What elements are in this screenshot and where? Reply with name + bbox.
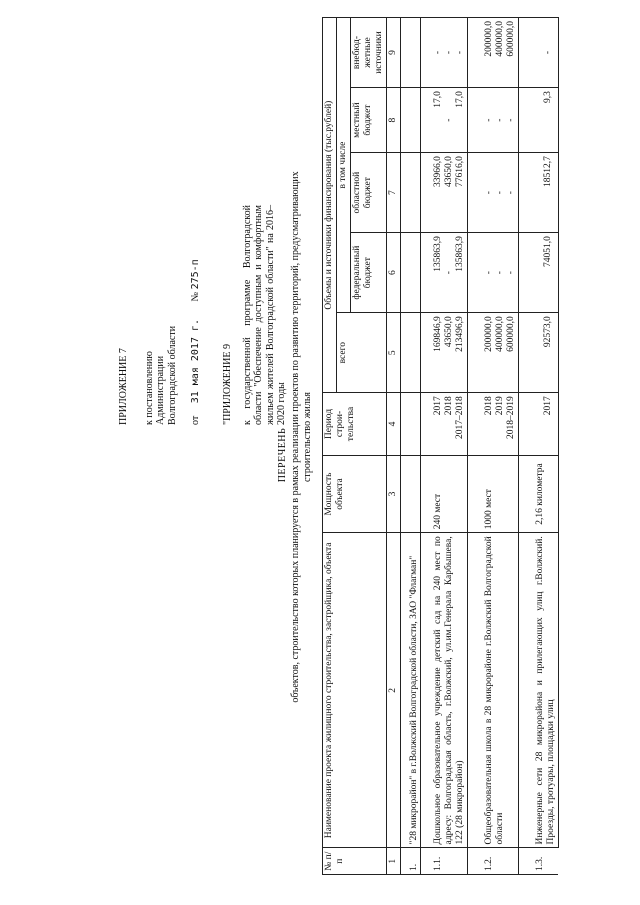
row-name: "28 микрорайон" в г.Волжский Волгоградской области, ЗАО "Флагман" (400, 533, 421, 848)
col-number: 7 (386, 153, 400, 233)
header-total: всего (336, 313, 386, 393)
row-num: 1.3. (518, 848, 558, 875)
period-value: 2018 (444, 396, 455, 416)
period-value: 2017 (542, 396, 553, 416)
row-period (518, 393, 558, 456)
offbudget-value: 400000,0 (495, 21, 506, 57)
federal-value: - (495, 271, 506, 275)
appendix-9-text: к государственной программе Волгоградской области "Обеспечение доступным и комфортным жильем жителей Волгоградской области" на 2016–2020 годы (241, 205, 287, 425)
period-value: 2017–2018 (455, 396, 466, 439)
document-title: ПЕРЕЧЕНЬ (277, 427, 288, 483)
offbudget-value: - (455, 50, 466, 55)
regional-value: 33966,0 (433, 156, 444, 187)
region-line: Волгоградской области (166, 325, 178, 425)
row-capacity: 240 мест (421, 455, 468, 533)
local-value: 17,0 (433, 91, 444, 108)
row-period (421, 393, 468, 456)
date-number-line (190, 125, 202, 425)
row-name: Общеобразовательная школа в 28 микрорайоне г.Волжский Волгоградской области (468, 533, 519, 848)
row-total (421, 313, 468, 393)
period-value: 2018–2019 (506, 396, 517, 439)
header-federal: федеральный бюджет (350, 233, 386, 313)
federal-value: - (484, 271, 495, 275)
federal-value: - (506, 271, 517, 275)
federal-value: 135863,9 (433, 236, 444, 272)
document-subtitle: объектов, строительство которых планируется в рамках реализации проектов по развитию территорий, предусматривающих строительство жилья (290, 171, 313, 703)
date-text: 31 мая 2017 г. (190, 318, 201, 404)
regional-value: - (495, 191, 506, 195)
header-financing: Объемы и источники финансирования (тыс.рублей) (323, 18, 337, 393)
local-value: - (484, 118, 495, 122)
col-number: 2 (386, 533, 400, 848)
col-number: 8 (386, 88, 400, 153)
row-total (518, 313, 558, 393)
row-regional (421, 153, 468, 233)
table-row (421, 18, 468, 875)
local-value: 9,3 (542, 91, 553, 103)
col-number: 1 (386, 848, 400, 875)
regional-value: 77616,0 (455, 156, 466, 187)
header-regional: областной бюджет (350, 153, 386, 233)
row-local (468, 88, 519, 153)
col-number: 3 (386, 455, 400, 533)
col-number: 4 (386, 393, 400, 456)
row-capacity: 1000 мест (468, 455, 519, 533)
local-value: - (444, 118, 455, 122)
regional-value: 43650,0 (444, 156, 455, 187)
row-num: 1. (400, 848, 421, 875)
column-number-row (386, 18, 400, 875)
header-including: в том числе (336, 18, 350, 313)
offbudget-value: - (433, 50, 444, 55)
local-value: 17,0 (455, 91, 466, 108)
total-value: 169846,9 (433, 316, 444, 352)
federal-value: 74051,0 (542, 236, 553, 268)
projects-table (322, 17, 559, 875)
offbudget-value: - (542, 50, 553, 55)
row-regional (468, 153, 519, 233)
row-offbudget (421, 18, 468, 88)
local-value: - (495, 118, 506, 122)
row-capacity: 2,16 километра (518, 455, 558, 533)
total-value: 200000,0 (484, 316, 495, 352)
row-regional (518, 153, 558, 233)
table-row (400, 18, 421, 875)
col-number: 9 (386, 18, 400, 88)
header-row-1 (323, 18, 337, 875)
row-num: 1.1. (421, 848, 468, 875)
total-value: 92573,0 (542, 316, 553, 348)
offbudget-value: - (444, 50, 455, 55)
row-name: Инженерные сети 28 микрорайона и прилегающих улиц г.Волжский. Проезды, тротуары, площадки улиц (518, 533, 558, 848)
header-period: Период строи-тельства (323, 393, 387, 456)
regional-value: - (484, 191, 495, 195)
header-name: Наименование проекта жилищного строительства, застройщика, объекта (323, 533, 387, 848)
number-label: № (190, 291, 201, 302)
row-federal (518, 233, 558, 313)
total-value: 600000,0 (506, 316, 517, 352)
row-local (421, 88, 468, 153)
table-row (518, 18, 558, 875)
total-value: 400000,0 (495, 316, 506, 352)
offbudget-value: 600000,0 (506, 21, 517, 57)
row-offbudget (468, 18, 519, 88)
federal-value: - (444, 271, 455, 275)
period-value: 2017 (433, 396, 444, 416)
row-period (468, 393, 519, 456)
appendix-9-title: "ПРИЛОЖЕНИЕ 9 (222, 344, 233, 425)
header-offbudget: внебюд-жетные источники (350, 18, 386, 88)
row-federal (421, 233, 468, 313)
header-local: местный бюджет (350, 88, 386, 153)
row-num: 1.2. (468, 848, 519, 875)
row-local (518, 88, 558, 153)
federal-value: 135863,9 (455, 236, 466, 272)
period-value: 2018 (484, 396, 495, 416)
total-value: 213496,9 (455, 316, 466, 352)
administration-line: Администрации (155, 355, 166, 425)
col-number: 6 (386, 233, 400, 313)
number-text: 275-п (190, 259, 201, 290)
local-value: - (506, 118, 517, 122)
row-total (468, 313, 519, 393)
resolution-header (118, 275, 178, 425)
row-name: Дошкольное образовательное учреждение детский сад на 240 мест по адресу: Волгоградская область, г.Волжский, ул.им.Генерала Карбышева, 122 (28 микрорайон) (421, 533, 468, 848)
total-value: 43650,0 (444, 316, 455, 348)
period-value: 2019 (495, 396, 506, 416)
header-num: № п/п (323, 848, 387, 875)
row-offbudget (518, 18, 558, 88)
appendix-title: ПРИЛОЖЕНИЕ 7 (118, 348, 129, 425)
offbudget-value: 200000,0 (484, 21, 495, 57)
col-number: 5 (386, 313, 400, 393)
header-capacity: Мощность объекта (323, 455, 387, 533)
row-federal (468, 233, 519, 313)
from-label: от (190, 415, 201, 425)
table-row (468, 18, 519, 875)
regional-value: 18512,7 (542, 156, 553, 187)
resolution-line: к постановлению (143, 351, 155, 425)
regional-value: - (506, 191, 517, 195)
